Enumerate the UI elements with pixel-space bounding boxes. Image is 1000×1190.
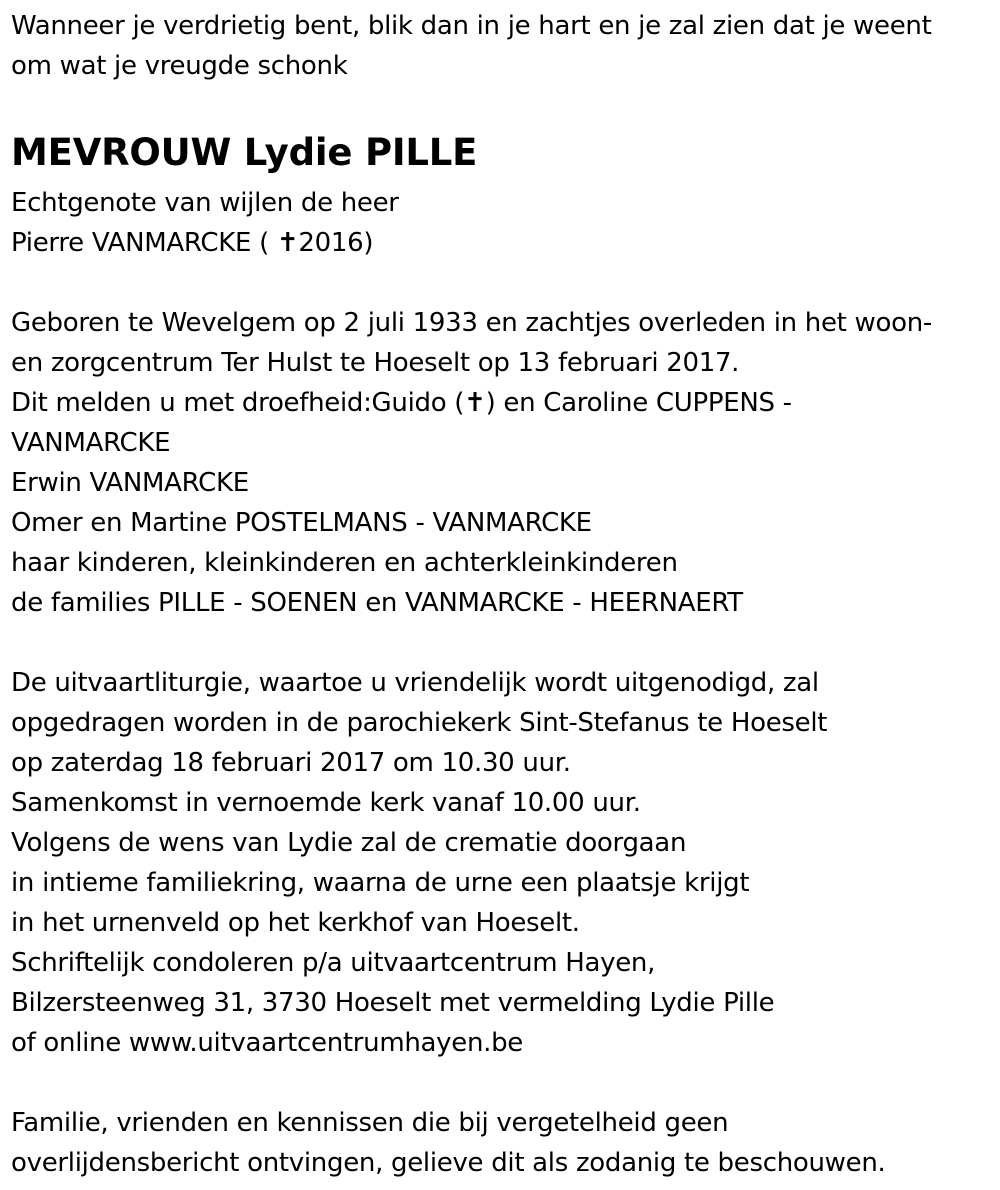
- announcement-line: Dit melden u met droefheid:Guido (✝) en Caroline CUPPENS -: [11, 388, 792, 418]
- funeral-line: op zaterdag 18 februari 2017 om 10.30 uur.: [11, 748, 571, 778]
- funeral-line: De uitvaartliturgie, waartoe u vriendelijk wordt uitgenodigd, zal: [11, 668, 819, 698]
- deceased-name: MEVROUW Lydie PILLE: [11, 131, 478, 174]
- paragraph-gap: [11, 623, 986, 663]
- announcement-line: VANMARCKE: [11, 428, 171, 458]
- motto-line: om wat je vreugde schonk: [11, 51, 348, 81]
- announcement-block: [11, 303, 986, 623]
- announcement-line: Omer en Martine POSTELMANS - VANMARCKE: [11, 508, 592, 538]
- announcement-line: Geboren te Wevelgem op 2 juli 1933 en zachtjes overleden in het woon-: [11, 308, 932, 338]
- funeral-line: Volgens de wens van Lydie zal de crematie doorgaan: [11, 828, 687, 858]
- paragraph-gap: [11, 1063, 986, 1103]
- spouse-line: Echtgenote van wijlen de heer: [11, 188, 399, 218]
- closing-line: Familie, vrienden en kennissen die bij vergetelheid geen: [11, 1108, 729, 1138]
- announcement-line: Erwin VANMARCKE: [11, 468, 249, 498]
- funeral-line: in intieme familiekring, waarna de urne een plaatsje krijgt: [11, 868, 750, 898]
- announcement-line: en zorgcentrum Ter Hulst te Hoeselt op 13 februari 2017.: [11, 348, 740, 378]
- announcement-line: de families PILLE - SOENEN en VANMARCKE - HEERNAERT: [11, 588, 743, 618]
- obituary-document: [11, 0, 986, 1183]
- funeral-line: Samenkomst in vernoemde kerk vanaf 10.00 uur.: [11, 788, 641, 818]
- announcement-line: haar kinderen, kleinkinderen en achterkleinkinderen: [11, 548, 678, 578]
- funeral-block: [11, 663, 986, 1063]
- spouse-line: Pierre VANMARCKE ( ✝2016): [11, 228, 374, 258]
- spouse-block: [11, 183, 986, 263]
- funeral-line: opgedragen worden in de parochiekerk Sint-Stefanus te Hoeselt: [11, 708, 828, 738]
- closing-block: [11, 1103, 986, 1183]
- motto-quote: [11, 6, 986, 86]
- funeral-line: Bilzersteenweg 31, 3730 Hoeselt met vermelding Lydie Pille: [11, 988, 775, 1018]
- motto-line: Wanneer je verdrietig bent, blik dan in je hart en je zal zien dat je weent: [11, 11, 932, 41]
- paragraph-gap: [11, 263, 986, 303]
- closing-line: overlijdensbericht ontvingen, gelieve dit als zodanig te beschouwen.: [11, 1148, 886, 1178]
- funeral-line: Schriftelijk condoleren p/a uitvaartcentrum Hayen,: [11, 948, 656, 978]
- funeral-line: in het urnenveld op het kerkhof van Hoeselt.: [11, 908, 580, 938]
- funeral-line: of online www.uitvaartcentrumhayen.be: [11, 1028, 523, 1058]
